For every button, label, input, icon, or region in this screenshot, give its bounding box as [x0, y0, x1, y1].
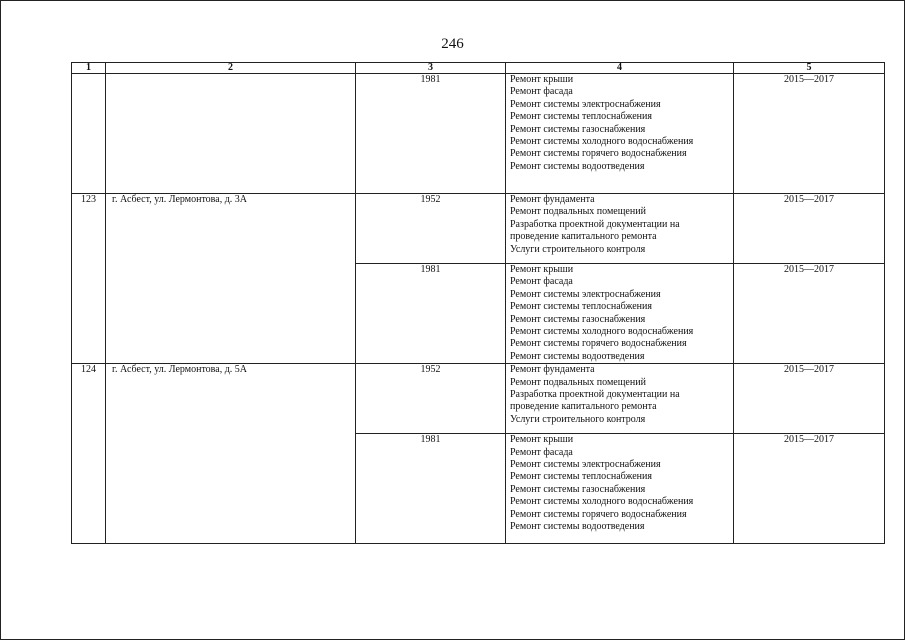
repair-work-item: Ремонт системы холодного водоснабжения [510, 326, 694, 338]
repair-works-list [506, 74, 734, 194]
repair-work-item: Ремонт фундамента [510, 364, 595, 376]
column-header-2: 2 [106, 63, 356, 74]
repair-work-item: Ремонт системы электроснабжения [510, 288, 661, 300]
repair-work-item: Ремонт фасада [510, 446, 573, 458]
repair-work-item: проведение капитального ремонта [510, 401, 657, 413]
repair-work-item: Ремонт системы водоотведения [510, 350, 645, 362]
repair-works-list [506, 434, 734, 544]
row-number [72, 74, 106, 194]
row-number: 123 [72, 194, 106, 364]
table-header [72, 63, 885, 74]
construction-year: 1952 [356, 364, 506, 434]
repair-work-item: Ремонт системы горячего водоснабжения [510, 508, 687, 520]
repair-period: 2015—2017 [734, 194, 885, 264]
repair-work-item: Ремонт подвальных помещений [510, 376, 646, 388]
repair-work-item: Ремонт системы горячего водоснабжения [510, 148, 687, 160]
repair-works-list [506, 194, 734, 264]
repair-work-item: Ремонт системы водоотведения [510, 521, 645, 533]
page-number: 246 [441, 36, 464, 52]
repair-work-item: Ремонт системы электроснабжения [510, 459, 661, 471]
repair-work-item: проведение капитального ремонта [510, 231, 657, 243]
repair-work-item: Ремонт системы теплоснабжения [510, 301, 652, 313]
construction-year: 1952 [356, 194, 506, 264]
column-header-4: 4 [506, 63, 734, 74]
repair-work-item: Ремонт крыши [510, 434, 574, 446]
repair-period: 2015—2017 [734, 264, 885, 364]
repair-work-item: Ремонт системы газоснабжения [510, 123, 646, 135]
repair-work-item: Ремонт системы водоотведения [510, 160, 645, 172]
repair-work-item: Ремонт системы теплоснабжения [510, 471, 652, 483]
repair-work-item: Ремонт системы горячего водоснабжения [510, 338, 687, 350]
repair-work-item: Ремонт фасада [510, 276, 573, 288]
repair-work-item: Ремонт системы электроснабжения [510, 98, 661, 110]
building-address [106, 74, 356, 194]
building-address: г. Асбест, ул. Лермонтова, д. 5А [106, 364, 356, 544]
column-header-3: 3 [356, 63, 506, 74]
repair-work-item: Ремонт системы холодного водоснабжения [510, 136, 694, 148]
repair-work-item: Ремонт подвальных помещений [510, 206, 646, 218]
repair-work-item: Разработка проектной документации на [510, 218, 680, 230]
header-row [72, 63, 885, 74]
repair-works-list [506, 364, 734, 434]
repair-work-item: Разработка проектной документации на [510, 389, 680, 401]
table-body [72, 74, 885, 544]
column-header-5: 5 [734, 63, 885, 74]
column-header-1: 1 [72, 63, 106, 74]
repair-works-list [506, 264, 734, 364]
table-row [72, 364, 885, 434]
repair-period: 2015—2017 [734, 74, 885, 194]
table-row [72, 74, 885, 194]
repair-work-item: Ремонт системы газоснабжения [510, 313, 646, 325]
repair-work-item: Ремонт фасада [510, 86, 573, 98]
repair-work-item: Ремонт крыши [510, 74, 574, 85]
construction-year: 1981 [356, 434, 506, 544]
building-address: г. Асбест, ул. Лермонтова, д. 3А [106, 194, 356, 364]
repair-work-item: Услуги строительного контроля [510, 243, 646, 255]
repair-work-item: Услуги строительного контроля [510, 413, 646, 425]
repair-schedule-table [71, 62, 885, 544]
table-row [72, 194, 885, 264]
repair-work-item: Ремонт крыши [510, 264, 574, 275]
repair-work-item: Ремонт системы теплоснабжения [510, 111, 652, 123]
repair-period: 2015—2017 [734, 434, 885, 544]
row-number: 124 [72, 364, 106, 544]
construction-year: 1981 [356, 264, 506, 364]
construction-year: 1981 [356, 74, 506, 194]
repair-period: 2015—2017 [734, 364, 885, 434]
repair-work-item: Ремонт системы холодного водоснабжения [510, 496, 694, 508]
repair-work-item: Ремонт системы газоснабжения [510, 483, 646, 495]
repair-work-item: Ремонт фундамента [510, 194, 595, 205]
